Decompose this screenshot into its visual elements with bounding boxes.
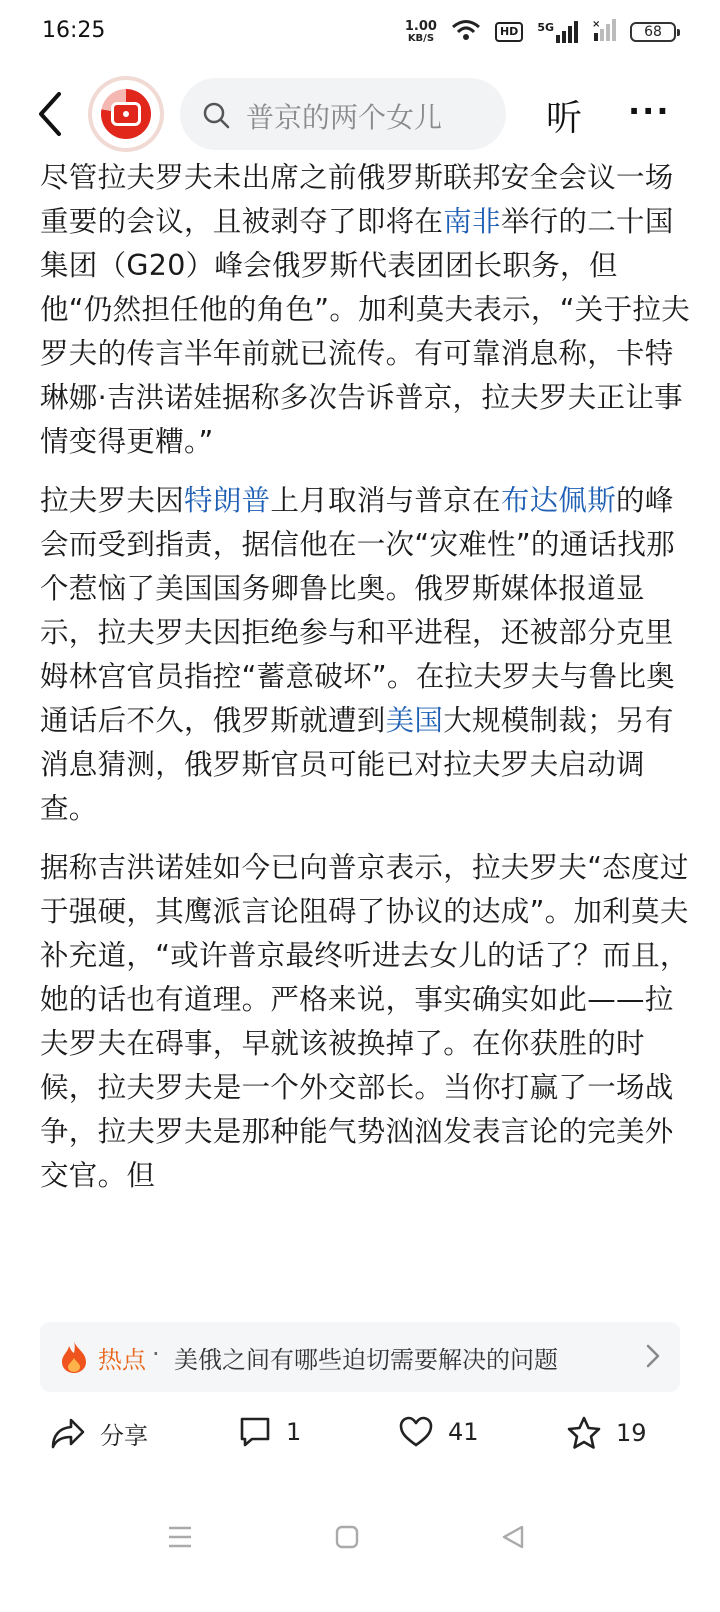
paragraph-text: 尽管拉夫罗夫未出席之前俄罗斯联邦安全会议一场重要的会议，且被剥夺了即将在	[40, 161, 674, 238]
heart-icon	[398, 1416, 434, 1448]
status-icons	[405, 18, 676, 46]
back-nav-icon[interactable]	[500, 1524, 526, 1550]
network-speed	[405, 20, 437, 44]
share-icon	[50, 1417, 86, 1451]
search-bar[interactable]	[180, 78, 506, 150]
comment-count: 1	[286, 1418, 302, 1446]
favorite-count: 19	[616, 1419, 647, 1447]
signal-icon	[592, 19, 616, 45]
like-count: 41	[448, 1418, 479, 1446]
flame-icon	[60, 1340, 88, 1374]
more-options-button[interactable]: ···	[628, 92, 671, 130]
hot-topic-label: 热点	[98, 1346, 146, 1374]
chevron-right-icon	[646, 1344, 660, 1368]
search-icon	[202, 101, 230, 129]
network-speed-value: 1.00	[404, 19, 437, 34]
system-nav-bar	[0, 1500, 720, 1600]
listen-button[interactable]: 听	[546, 98, 583, 139]
paragraph-text: 大规模制裁；另有消息猜测，俄罗斯官员可能已对拉夫罗夫启动调查。	[40, 704, 674, 825]
paragraph-text: 拉夫罗夫因	[40, 484, 185, 517]
top-app-bar	[0, 72, 720, 156]
hot-topic-separator: ·	[152, 1340, 160, 1368]
signal-5g-label: 5G	[537, 21, 554, 34]
hot-topic-title: 美俄之间有哪些迫切需要解决的问题	[174, 1346, 558, 1374]
action-bar	[0, 1400, 720, 1474]
share-label: 分享	[100, 1422, 148, 1450]
battery-level: 68	[644, 24, 662, 40]
article-paragraph-2	[40, 479, 690, 831]
battery-icon	[630, 22, 676, 42]
paragraph-text: 上月取消与普京在	[270, 484, 501, 517]
article-paragraph-3	[40, 846, 690, 1198]
back-button[interactable]	[30, 90, 70, 138]
comment-button[interactable]	[238, 1416, 301, 1448]
share-button[interactable]	[50, 1416, 148, 1451]
app-logo[interactable]	[92, 80, 160, 148]
comment-icon	[238, 1416, 272, 1448]
home-nav-icon[interactable]	[334, 1524, 360, 1550]
article-body	[40, 156, 690, 1213]
link-budapest[interactable]: 布达佩斯	[500, 484, 617, 517]
hd-icon: HD	[495, 22, 523, 42]
back-arrow-icon	[37, 92, 63, 136]
wifi-icon	[451, 18, 481, 46]
link-south-africa[interactable]: 南非	[443, 205, 501, 238]
favorite-button[interactable]	[566, 1416, 647, 1450]
logo-mark	[111, 102, 141, 126]
network-speed-unit: KB/S	[407, 33, 435, 44]
logo-ring	[101, 89, 151, 139]
svg-text:×: ×	[592, 19, 601, 30]
status-time: 16:25	[42, 18, 106, 43]
paragraph-text: 据称吉洪诺娃如今已向普京表示，拉夫罗夫“态度过于强硬，其鹰派言论阻碍了协议的达成”。加利莫夫补充道，“或许普京最终听进去女儿的话了？而且，她的话也有道理。严格来说，事实确实如此——拉夫罗夫在碍事，早就该被换掉了。在你获胜的时候，拉夫罗夫是一个外交部长。当你打赢了一场战争，拉夫罗夫是那种能气势汹汹发表言论的完美外交官。但	[40, 851, 689, 1192]
signal-5g-icon	[537, 21, 578, 43]
link-usa[interactable]: 美国	[385, 704, 444, 737]
menu-nav-icon[interactable]	[166, 1524, 194, 1550]
hot-topic-card[interactable]	[40, 1322, 680, 1392]
status-bar	[0, 0, 720, 66]
paragraph-text: 的峰会而受到指责，据信他在一次“灾难性”的通话找那个惹恼了美国国务卿鲁比奥。俄罗斯媒体报道显示，拉夫罗夫因拒绝参与和平进程，还被部分克里姆林宫官员指控“蓄意破坏”。在拉夫罗夫与鲁比奥通话后不久，俄罗斯就遭到	[40, 484, 675, 737]
paragraph-text: 举行的二十国集团（G20）峰会俄罗斯代表团团长职务，但他“仍然担任他的角色”。加利莫夫表示，“关于拉夫罗夫的传言半年前就已流传。有可靠消息称，卡特琳娜·吉洪诺娃据称多次告诉普京，拉夫罗夫正让事情变得更糟。”	[40, 205, 690, 458]
search-input[interactable]: 普京的两个女儿	[246, 101, 443, 134]
link-trump[interactable]: 特朗普	[184, 484, 271, 517]
article-paragraph-1	[40, 156, 690, 464]
star-icon	[566, 1416, 602, 1450]
like-button[interactable]	[398, 1416, 479, 1448]
